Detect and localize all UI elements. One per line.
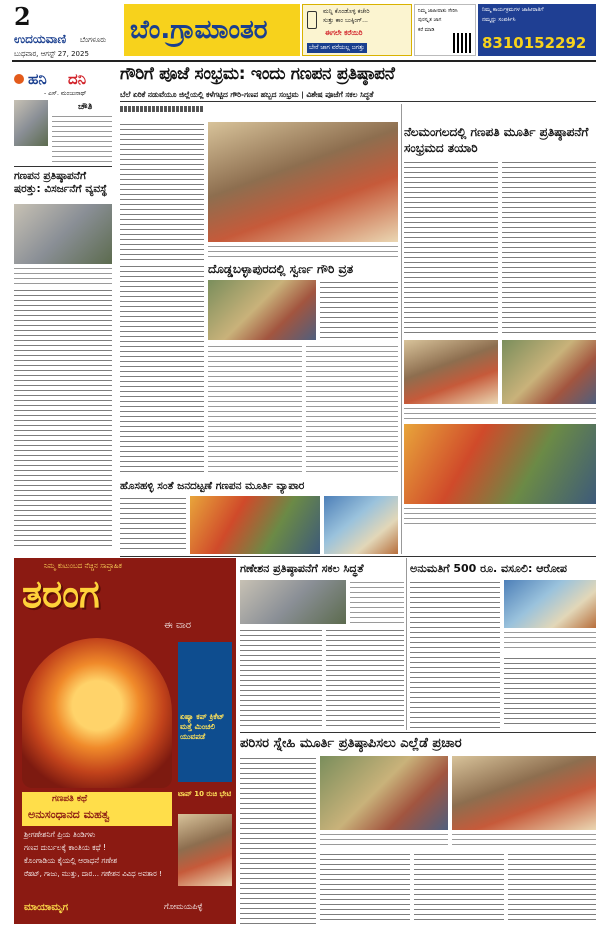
masthead [0, 0, 600, 60]
left-story [14, 170, 112, 552]
left-story-photo [14, 204, 112, 264]
tharanga-item-3: ಕೊಂಗಾಡಿಯ ಕೈಯಲ್ಲಿ ಆರಾಧನೆ ಗಣೇಶ [24, 856, 118, 865]
eco-rule [240, 732, 596, 733]
doddaballapura-body-1 [208, 344, 302, 474]
nelamangala-photo-1 [404, 340, 498, 404]
nelamangala-photo-3 [404, 424, 596, 504]
paper-name: ಉದಯವಾಣಿ [14, 32, 67, 46]
eco-caption-2 [452, 832, 596, 848]
ganesha-prep-headline: ಗಣೇಶನ ಪ್ರತಿಷ್ಠಾಪನೆಗೆ ಸಕಲ ಸಿದ್ಧತೆ [240, 562, 364, 575]
mid-rule [120, 556, 596, 557]
honey-brand-a: ಹನಿ [28, 70, 47, 88]
tharanga-side2: ಟಾಪ್ 10 ರುಚಿ ಭೇಟಿ [178, 790, 232, 798]
ganesha-prep-photo [240, 580, 346, 624]
tharanga-side-box [178, 642, 232, 782]
header-ad-1-line4: ಬೇರೆ ಜಾಗ ವರೆಯಲ್ಲ ಜಗತ್ತು [309, 44, 365, 51]
nelamangala-body-2 [502, 160, 596, 336]
header-ad-2-line3: ಕರೆ ಮಾಡಿ [418, 27, 435, 33]
city-label: ಬೆಂಗಳೂರು [80, 36, 107, 44]
hosahalli-photo-2 [324, 496, 398, 554]
qr-icon [453, 33, 473, 53]
eco-caption-1 [320, 832, 448, 848]
honey-logo-dot [14, 74, 24, 84]
tharanga-title: ತರಂಗ [22, 572, 100, 616]
header-ad-2 [414, 4, 476, 56]
tharanga-side-photo [178, 814, 232, 886]
eco-body-4 [508, 852, 596, 924]
ganesha-image [22, 638, 172, 788]
header-ad-3 [478, 4, 596, 56]
center-right-divider [401, 104, 402, 554]
doddaballapura-body-2 [306, 344, 398, 474]
header-ad-3-line2: ನಮ್ಮನ್ನು ಸಂಪರ್ಕಿಸಿ [482, 17, 516, 23]
eco-body-3 [414, 852, 504, 924]
main-headline: ಗೌರಿಗೆ ಪೂಜೆ ಸಂಭ್ರಮ: ಇಂದು ಗಣಪನ ಪ್ರತಿಷ್ಠಾಪನೆ [120, 64, 395, 84]
ganesha-prep-body-2 [326, 628, 404, 728]
tharanga-bottom-b: ಗೋಮಯಪಿಳ್ಳೆ [164, 902, 203, 911]
ganesha-prep-body-1 [240, 628, 322, 728]
nelamangala-photo-2 [502, 340, 596, 404]
main-subheadline: ಬೆಲೆ ಏರಿಕೆ ನಡುವೆಯೂ ಜಿಲ್ಲೆಯಲ್ಲಿ ಕಳೆಗಟ್ಟಿದ ಗೌರಿ-ಗಣಪ ಹಬ್ಬದ ಸಂಭ್ರಮ | ವಿಶೇಷ ಪೂಜೆಗೆ ಸಕಲ ಸಿದ್ಧತೆ [120, 90, 374, 99]
eco-photo-1 [320, 756, 448, 830]
left-story-headline: ಗಣಪನ ಪ್ರತಿಷ್ಠಾಪನೆಗೆ ಷರತ್ತು: ವಿಸರ್ಜನೆಗೆ ವ್ಯವಸ್ಥೆ [14, 170, 108, 195]
nelamangala-caption-2 [404, 506, 596, 524]
bribe-body-2 [504, 656, 596, 728]
hosahalli-headline: ಹೊಸಹಳ್ಳಿ ಸಂತೆ ಜನದಟ್ಟಣೆ ಗಣಪನ ಮೂರ್ತಿ ವ್ಯಾಪಾರ [120, 480, 305, 492]
tharanga-day: ಈ ವಾರ [164, 620, 192, 631]
doddaballapura-side [320, 280, 398, 340]
page-number: 2 [14, 2, 31, 31]
bribe-caption [504, 630, 596, 652]
bottom-divider [406, 558, 407, 730]
header-ad-3-line1: ನಿಮ್ಮ ಕಾರ್ಯಕ್ರಮಗಳ ಜಾಹೀರಾತಿಗೆ [482, 7, 544, 13]
tharanga-side-text: ಏಷ್ಯಾ ಕಪ್ ಕ್ರಿಕೆಟ್ ಮತ್ತೆ ಮಿಂಚಲಿ ಯುವಪಡೆ [180, 712, 225, 741]
poem-text [52, 114, 112, 162]
phone-icon [307, 11, 317, 29]
main-story-col1b [120, 264, 204, 474]
header-ad-1 [302, 4, 412, 56]
tharanga-tagline-a: ಗಣಪತಿ ಕಥೆ [52, 794, 88, 804]
hosahalli-photo-1 [190, 496, 320, 554]
hosahalli-body [120, 496, 186, 552]
eco-headline: ಪರಿಸರ ಸ್ನೇಹಿ ಮೂರ್ತಿ ಪ್ರತಿಷ್ಠಾಪಿಸಲು ಎಲ್ಲೆಡೆ ಪ್ರಚಾರ [240, 736, 462, 751]
bribe-body-1 [410, 580, 500, 728]
bribe-headline: ಅನುಮತಿಗೆ 500 ರೂ. ವಸೂಲಿ: ಆರೋಪ [410, 562, 567, 575]
main-headline-rule [120, 101, 596, 102]
tharanga-ad [14, 558, 236, 924]
main-story-kicker [120, 106, 204, 112]
poet-photo [14, 100, 48, 146]
nelamangala-headline [404, 124, 596, 156]
header-ad-1-line2: ಸುತ್ತು ಕಾಂ ಬುಕ್ಕಿಂಗ್... [323, 17, 368, 24]
tharanga-top-line: ನಿಮ್ಮ ಕುಟುಂಬದ ನೆಚ್ಚಿನ ಸಾಪ್ತಾಹಿಕ [44, 562, 122, 570]
ganesha-prep-sidebar [350, 580, 404, 624]
tharanga-bottom-a: ಮಾಯಾಮೃಗ [24, 902, 69, 913]
poem-title: ಚೌತಿ [78, 102, 93, 112]
tharanga-item-4: ರೆಹಟ್, ಗಾಜು, ಮುತ್ತು, ದಾರ... ಗಣೇಶನ ವಿವಿಧ ಅವತಾರ ! [24, 870, 162, 878]
masthead-rule [12, 60, 596, 62]
gauri-pooja-caption [208, 244, 398, 258]
gauri-pooja-photo [208, 122, 398, 242]
honey-rule [14, 166, 112, 167]
nelamangala-headline-text: ನೆಲಮಂಗಲದಲ್ಲಿ ಗಣಪತಿ ಮೂರ್ತಿ ಪ್ರತಿಷ್ಠಾಪನೆಗೆ ಸಂಭ್ರಮದ ತಯಾರಿ [404, 125, 589, 155]
honey-brand-b: ದನಿ [68, 70, 87, 88]
issue-date: ಬುಧವಾರ, ಆಗಸ್ಟ್ 27, 2025 [14, 50, 89, 58]
eco-body-2 [320, 852, 410, 924]
tharanga-item-1: ಶ್ರೀಗಣೇಶನಿಗೆ ಪ್ರಿಯ ತಿಂಡಿಗಳು [24, 830, 96, 839]
tharanga-tagline [22, 792, 172, 826]
section-title: ಬೆಂ.ಗ್ರಾಮಾಂತರ [130, 15, 268, 45]
nelamangala-body-1 [404, 160, 498, 336]
eco-photo-2 [452, 756, 596, 830]
doddaballapura-headline: ದೊಡ್ಡಬಳ್ಳಾಪುರದಲ್ಲಿ ಸ್ವರ್ಣ ಗೌರಿ ವ್ರತ [208, 262, 354, 276]
tharanga-tagline-b: ಅನುಸಂಧಾನದ ಮಹತ್ವ [28, 808, 110, 821]
honey-byline: - ಎಸ್. ಮಂಜುನಾಥ್ [44, 90, 87, 97]
left-story-body [14, 288, 112, 550]
header-ad-2-line1: ನಿಮ್ಮ ಜಾಹೀರಾತು ಸೇರಿಸಿ [418, 8, 458, 14]
eco-body-1 [240, 756, 316, 924]
bribe-photo [504, 580, 596, 628]
header-ad-1-line3: ಈಗಲೇ ಕರೆಯಿರಿ [325, 29, 363, 37]
section-title-box [124, 4, 300, 56]
left-story-caption [14, 266, 112, 284]
doddaballapura-photo [208, 280, 316, 340]
header-ad-3-phone: 8310152292 [482, 34, 587, 52]
nelamangala-caption-1 [404, 406, 596, 420]
honey-dani-box [14, 64, 112, 164]
header-ad-2-line2: ಪುರಸ್ಕೃತ ಜಾಗ [418, 17, 442, 23]
tharanga-item-2: ಗಣಪ ದುರ್ಬಲಕ್ಕೆ ಕಾಂತಿಯ ಕಥೆ ! [24, 843, 107, 852]
main-story-col1 [120, 122, 204, 262]
header-ad-1-line1: ಮನ್ನಿ ಕೊಂಡೊಳ್ಳಿ ಕಚೇರಿ [323, 8, 370, 15]
